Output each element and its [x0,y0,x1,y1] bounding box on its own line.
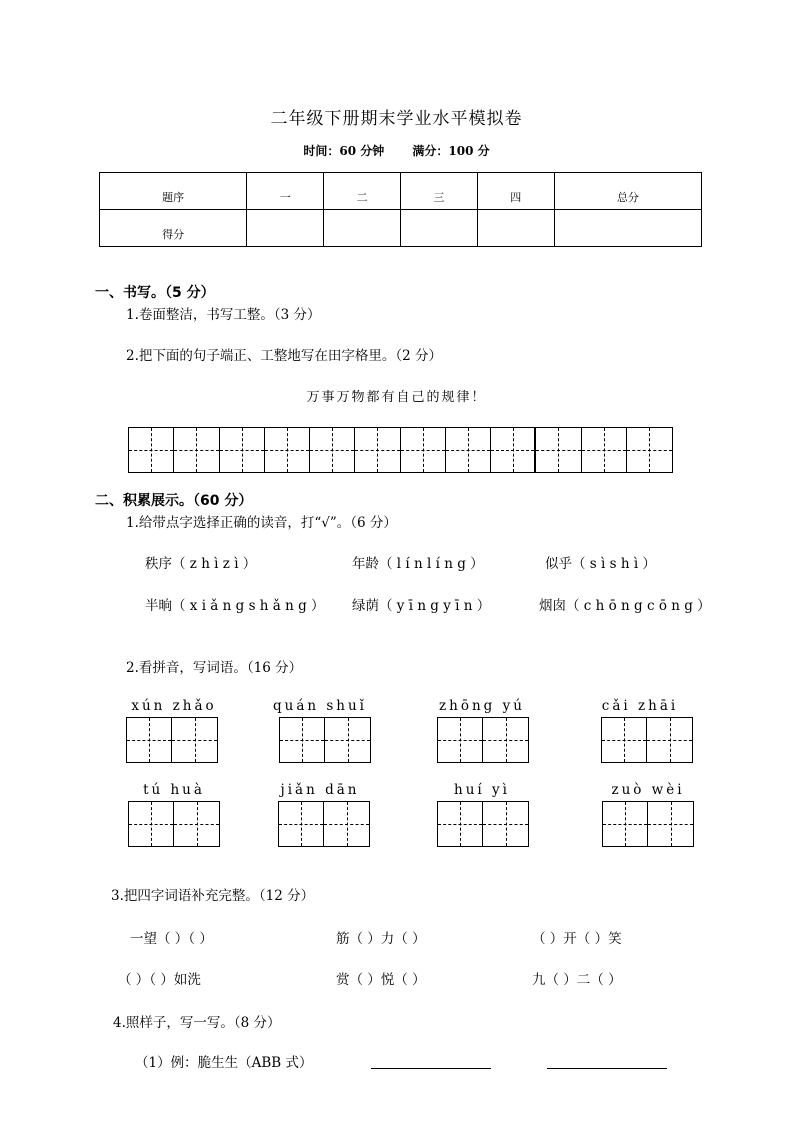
tianzige-cell[interactable] [127,718,172,762]
answer-line[interactable] [371,1067,491,1069]
word-writing-grid[interactable] [437,717,529,763]
section-2-q1-prompt: 1.给带点字选择正确的读音，打“√”。（6 分） [126,515,397,531]
pronunciation-item[interactable]: 绿荫（ y ī n g y ī n ） [352,598,491,614]
tianzige-cell[interactable] [491,428,536,472]
tianzige-cell[interactable] [174,802,219,846]
tianzige-cell[interactable] [582,428,627,472]
section-1-q1: 1.卷面整洁，书写工整。（3 分） [126,307,321,323]
word-writing-grid[interactable] [601,717,693,763]
pinyin-label: xún zhǎo [131,698,217,714]
tianzige-cell[interactable] [129,802,174,846]
tianzige-cell[interactable] [280,718,325,762]
section-2-q4-prompt: 4.照样子，写一写。（8 分） [113,1015,281,1031]
tianzige-cell[interactable] [438,718,483,762]
score-input-cell[interactable] [247,210,324,247]
section-2-q4-example: （1）例：脆生生（ABB 式） [135,1055,313,1071]
pinyin-label: zuò wèi [611,782,685,798]
idiom-blank-item[interactable]: （ ）（ ）如洗 [118,972,201,988]
pinyin-label: huí yì [454,782,510,798]
exam-full-score: 满分：100 分 [412,144,490,158]
tianzige-cell[interactable] [220,428,265,472]
pinyin-label: jiǎn dān [280,782,360,798]
score-cell: 二 [324,173,401,210]
tianzige-cell[interactable] [355,428,400,472]
score-table-score-row [100,210,702,247]
score-cell: 得分 [100,210,247,247]
tianzige-cell[interactable] [129,428,174,472]
tianzige-cell[interactable] [627,428,672,472]
page-title: 二年级下册期末学业水平模拟卷 [270,109,523,129]
pronunciation-item[interactable]: 似乎（ s ì s h ì ） [545,556,656,572]
tianzige-cell[interactable] [174,428,219,472]
idiom-blank-item[interactable]: 一望（ ）（ ） [130,931,213,947]
tianzige-cell[interactable] [172,718,217,762]
score-input-cell[interactable] [400,210,477,247]
score-cell: 三 [400,173,477,210]
tianzige-cell[interactable] [310,428,355,472]
copy-sentence: 万事万物都有自己的规律！ [306,390,487,405]
exam-meta [0,142,793,159]
pronunciation-item[interactable]: 半晌（ x i ǎ n g s h ǎ n g ） [145,598,325,614]
idiom-blank-item[interactable]: 九（ ）二（ ） [532,972,622,988]
score-cell: 题序 [100,173,247,210]
score-cell: 一 [247,173,324,210]
word-writing-grid[interactable] [279,717,371,763]
score-cell: 四 [477,173,554,210]
exam-time: 时间：60 分钟 [303,144,385,158]
answer-line[interactable] [547,1067,667,1069]
tianzige-cell[interactable] [265,428,310,472]
copy-writing-grid[interactable] [128,427,673,473]
tianzige-cell[interactable] [602,718,647,762]
tianzige-cell[interactable] [647,718,692,762]
tianzige-cell[interactable] [324,802,369,846]
idiom-blank-item[interactable]: 赏（ ）悦（ ） [336,972,426,988]
pronunciation-item[interactable]: 烟囱（ c h ō n g c ō n g ） [539,598,711,614]
section-2-title: 二、积累展示。（60 分） [95,493,253,509]
word-writing-grid[interactable] [126,717,218,763]
tianzige-cell[interactable] [401,428,446,472]
pinyin-label: zhōng yú [439,698,525,714]
tianzige-cell[interactable] [325,718,370,762]
pronunciation-item[interactable]: 秩序（ z h ì z ì ） [145,556,257,572]
score-input-cell[interactable] [324,210,401,247]
word-writing-grid[interactable] [128,801,220,847]
tianzige-cell[interactable] [536,428,581,472]
tianzige-cell[interactable] [603,802,648,846]
section-1-title: 一、书写。（5 分） [95,285,215,301]
pronunciation-item[interactable]: 年龄（ l í n l í n g ） [352,556,484,572]
tianzige-cell[interactable] [446,428,491,472]
score-input-cell[interactable] [477,210,554,247]
word-writing-grid[interactable] [602,801,694,847]
score-cell: 总分 [554,173,701,210]
idiom-blank-item[interactable]: 筋（ ）力（ ） [336,931,426,947]
score-table-header-row [100,173,702,210]
score-input-cell[interactable] [554,210,701,247]
pinyin-label: quán shuǐ [272,698,367,714]
pinyin-label: cǎi zhāi [601,698,679,714]
tianzige-cell[interactable] [438,802,483,846]
section-2-q3-prompt: 3.把四字词语补充完整。（12 分） [111,888,315,904]
tianzige-cell[interactable] [483,718,528,762]
section-2-q2-prompt: 2.看拼音，写词语。（16 分） [126,660,303,676]
score-table [99,172,702,247]
idiom-blank-item[interactable]: （ ）开（ ）笑 [532,931,622,947]
tianzige-cell[interactable] [483,802,528,846]
tianzige-cell[interactable] [648,802,693,846]
word-writing-grid[interactable] [437,801,529,847]
section-1-q2: 2.把下面的句子端正、工整地写在田字格里。（2 分） [126,348,443,364]
tianzige-cell[interactable] [279,802,324,846]
word-writing-grid[interactable] [278,801,370,847]
pinyin-label: tú huà [143,782,205,798]
